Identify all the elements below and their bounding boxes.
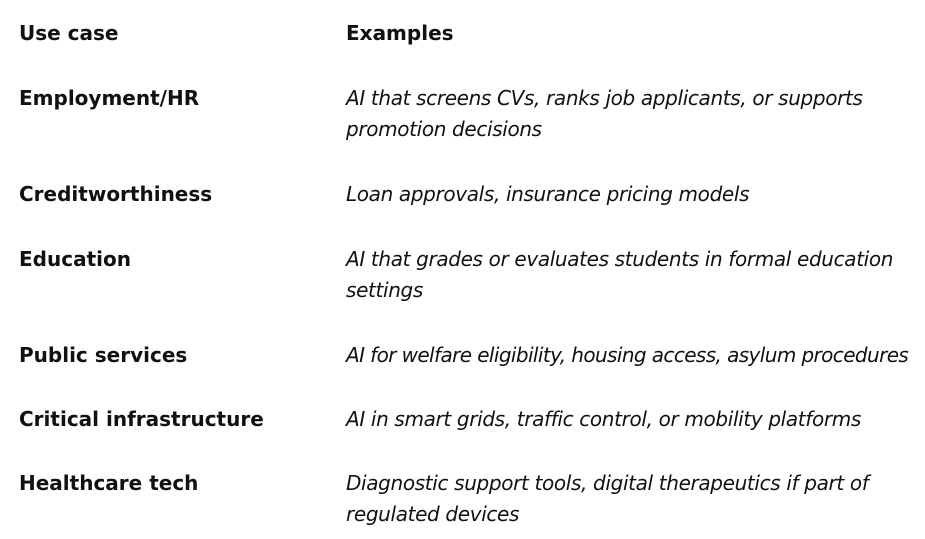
use-case-cell: Education — [19, 247, 131, 271]
examples-cell: AI that grades or evaluates students in formal education settings — [346, 247, 894, 302]
examples-cell: AI that screens CVs, ranks job applicants, or supports promotion decisions — [346, 86, 863, 141]
use-case-cell: Healthcare tech — [19, 471, 199, 495]
examples-cell: AI in smart grids, traffic control, or mobility platforms — [346, 407, 861, 431]
examples-cell: Diagnostic support tools, digital therapeutics if part of regulated devices — [346, 471, 869, 526]
use-case-cell: Employment/HR — [19, 86, 200, 110]
examples-cell: Loan approvals, insurance pricing models — [346, 182, 750, 206]
use-case-cell: Creditworthiness — [19, 182, 213, 206]
use-case-cell: Public services — [19, 343, 188, 367]
header-use-case: Use case — [19, 21, 119, 45]
use-case-cell: Critical infrastructure — [19, 407, 264, 431]
header-examples: Examples — [346, 21, 454, 45]
examples-cell: AI for welfare eligibility, housing access, asylum procedures — [346, 343, 909, 367]
